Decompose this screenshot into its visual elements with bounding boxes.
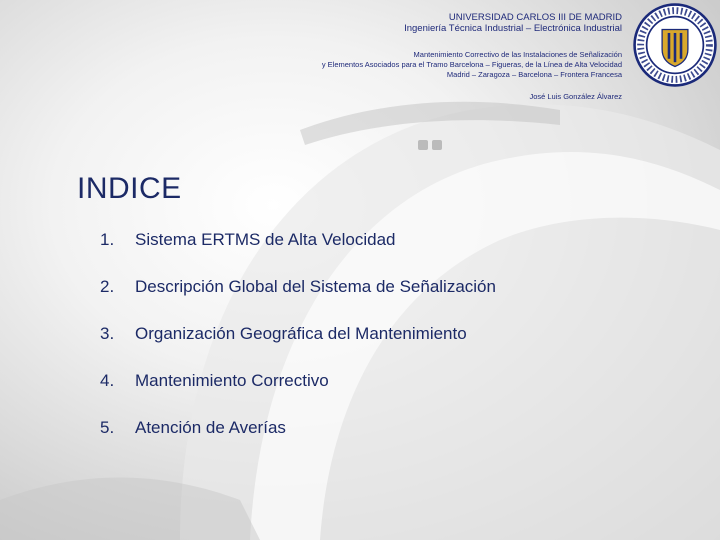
list-item	[100, 324, 660, 371]
project-line-3: Madrid – Zaragoza – Barcelona – Frontera Francesa	[446, 70, 622, 79]
university-seal-icon	[632, 2, 718, 88]
project-line-2: y Elementos Asociados para el Tramo Barcelona – Figueras, de la Línea de Alta Velocidad	[321, 60, 622, 69]
index-list	[100, 230, 660, 465]
degree-name: Ingeniería Técnica Industrial – Electrónica Industrial	[404, 23, 622, 34]
header	[202, 12, 622, 102]
item-label: Descripción Global del Sistema de Señalización	[135, 277, 496, 296]
list-item	[100, 277, 660, 324]
project-line-1: Mantenimiento Correctivo de las Instalaciones de Señalización	[413, 50, 622, 59]
list-item	[100, 230, 660, 277]
item-label: Atención de Averías	[135, 418, 286, 437]
author-name: José Luis González Álvarez	[529, 92, 622, 101]
item-label: Organización Geográfica del Mantenimiento	[135, 324, 467, 343]
list-item	[100, 371, 660, 418]
item-label: Sistema ERTMS de Alta Velocidad	[135, 230, 396, 249]
list-item	[100, 418, 660, 465]
item-number: 4.	[100, 371, 115, 390]
item-number: 3.	[100, 324, 115, 343]
item-number: 2.	[100, 277, 115, 296]
page-title: INDICE	[77, 172, 182, 205]
item-number: 5.	[100, 418, 115, 437]
item-label: Mantenimiento Correctivo	[135, 371, 329, 390]
university-name: UNIVERSIDAD CARLOS III DE MADRID	[448, 12, 622, 23]
item-number: 1.	[100, 230, 115, 249]
